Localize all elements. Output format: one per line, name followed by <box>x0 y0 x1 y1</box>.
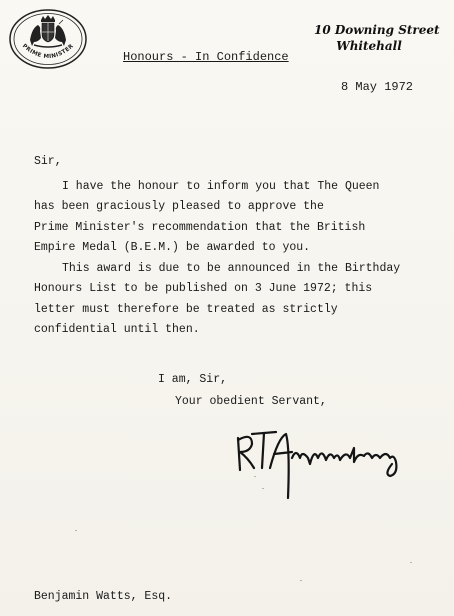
royal-crest-logo <box>8 8 88 70</box>
closing-line-2: Your obedient Servant, <box>175 395 327 408</box>
paragraph-2 <box>34 259 434 341</box>
letter-date: 8 May 1972 <box>341 80 414 94</box>
paper-speck <box>262 488 264 489</box>
crest-label: PRIME MINISTER <box>20 43 76 61</box>
address-line-city: Whitehall <box>336 39 402 53</box>
paragraph-2-line: confidential until then. <box>34 323 200 336</box>
closing-line-1: I am, Sir, <box>158 373 228 386</box>
paragraph-2-line: letter must therefore be treated as strictly <box>34 302 338 316</box>
paragraph-1-line: Prime Minister's recommendation that the British <box>34 220 366 234</box>
paragraph-1-line: I have the honour to inform you that The Queen <box>62 179 380 193</box>
paragraph-1-line: Empire Medal (B.E.M.) be awarded to you. <box>34 241 311 254</box>
paper-speck <box>410 562 412 563</box>
address-line-street: 10 Downing Street <box>314 23 440 37</box>
paragraph-2-line: Honours List to be published on 3 June 1972; this <box>34 282 373 295</box>
paper-speck <box>254 476 256 477</box>
address-block <box>314 22 440 54</box>
paper-speck <box>300 580 302 581</box>
letter-body <box>34 152 434 341</box>
paragraph-1-line: has been graciously pleased to approve the <box>34 200 324 213</box>
signature-icon <box>230 418 420 508</box>
handwritten-signature <box>230 418 420 508</box>
letter-heading: Honours - In Confidence <box>123 50 289 64</box>
salutation: Sir, <box>34 155 62 168</box>
paragraph-1 <box>34 177 434 259</box>
paragraph-2-line: This award is due to be announced in the Birthday <box>62 261 401 275</box>
recipient-name: Benjamin Watts, Esq. <box>34 590 173 603</box>
crest-icon <box>8 8 88 70</box>
svg-text:PRIME MINISTER <box>21 43 75 60</box>
paper-speck <box>75 530 77 531</box>
